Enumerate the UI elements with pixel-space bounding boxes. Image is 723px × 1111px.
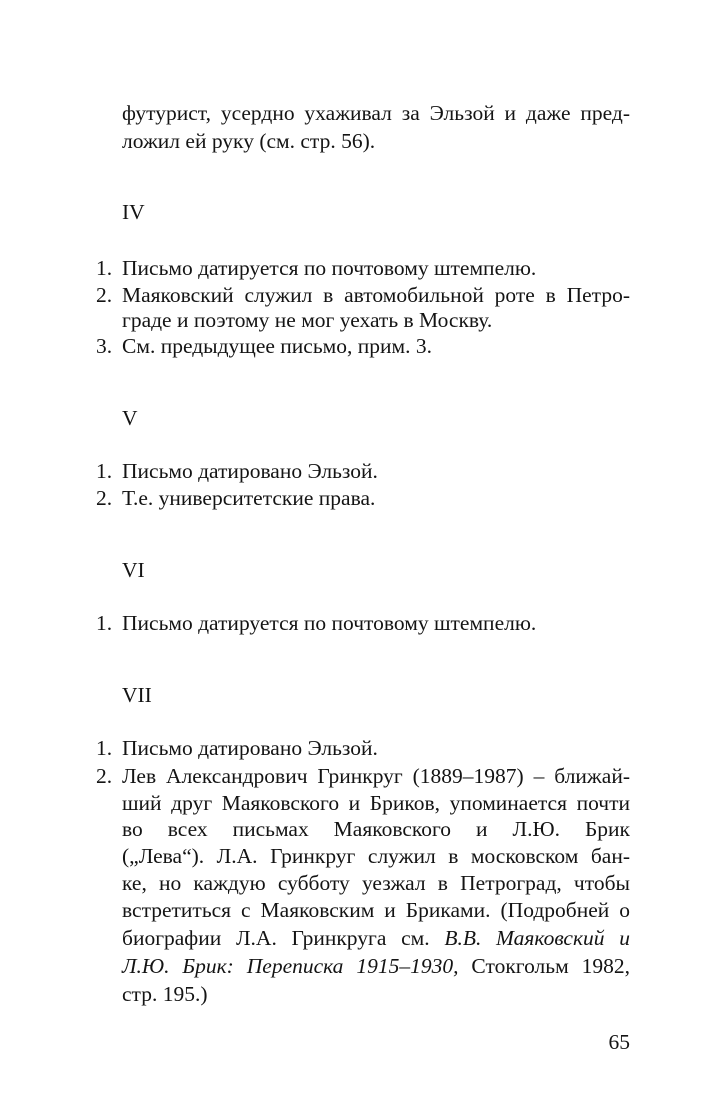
section-heading-vi: VI <box>122 558 145 582</box>
book-title-italic: В.В. Маяковский и <box>444 926 630 950</box>
note-line-text: Стокгольм 1982, <box>458 954 630 978</box>
note-line: Маяковский служил в автомобильной роте в Петро- <box>122 283 630 307</box>
section-heading-vii: VII <box>122 683 152 707</box>
note-number: 3. <box>96 334 113 358</box>
note-line: ке, но каждую субботу уезжал в Петроград, чтобы <box>122 871 630 895</box>
intro-line-2: ложил ей руку (см. стр. 56). <box>122 129 376 153</box>
note-line: См. предыдущее письмо, прим. 3. <box>122 334 433 358</box>
page-number: 65 <box>608 1030 630 1054</box>
book-title-italic: Л.Ю. Брик: Переписка 1915–1930, <box>122 954 459 978</box>
note-number: 2. <box>96 486 113 510</box>
note-number: 2. <box>96 283 113 307</box>
note-line: Т.е. университетские права. <box>122 486 376 510</box>
note-line: Письмо датировано Эльзой. <box>122 459 378 483</box>
note-line: Письмо датируется по почтовому штемпелю. <box>122 611 537 635</box>
note-line <box>122 925 630 951</box>
note-line: стр. 195.) <box>122 982 208 1006</box>
note-line: Лев Александрович Гринкруг (1889–1987) – ближай- <box>122 764 630 788</box>
note-line: Письмо датировано Эльзой. <box>122 736 378 760</box>
section-heading-iv: IV <box>122 200 145 224</box>
note-line: граде и поэтому не мог уехать в Москву. <box>122 308 493 332</box>
note-line <box>122 953 630 979</box>
note-line: ший друг Маяковского и Бриков, упоминается почти <box>122 791 630 815</box>
note-number: 1. <box>96 611 113 635</box>
note-number: 1. <box>96 736 113 760</box>
note-number: 1. <box>96 256 113 280</box>
intro-line-1: футурист, усердно ухаживал за Эльзой и даже пред- <box>122 101 630 125</box>
note-line: встретиться с Маяковским и Бриками. (Подробней о <box>122 898 630 922</box>
section-heading-v: V <box>122 406 138 430</box>
note-number: 2. <box>96 764 113 788</box>
note-line: („Лева“). Л.А. Гринкруг служил в московском бан- <box>122 844 630 868</box>
note-line-text: биографии Л.А. Гринкруга см. <box>122 926 445 950</box>
note-number: 1. <box>96 459 113 483</box>
note-line: Письмо датируется по почтовому штемпелю. <box>122 256 537 280</box>
note-line: во всех письмах Маяковского и Л.Ю. Брик <box>122 817 630 841</box>
